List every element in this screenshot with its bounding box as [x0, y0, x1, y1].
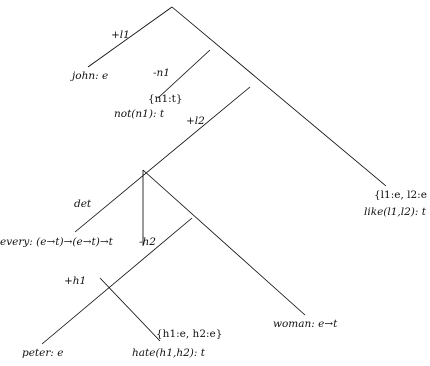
- edge-label-plus-h1: +h1: [64, 275, 87, 287]
- edge-label-minus-h2: -h2: [139, 236, 156, 248]
- edge-det-woman: [143, 170, 305, 315]
- leaf-like: like(l1,l2): t: [364, 206, 426, 218]
- leaf-john: john: e: [72, 70, 109, 82]
- tree-edges: [42, 7, 386, 344]
- leaf-every: every: (e→t)→(e→t)→t: [0, 236, 113, 248]
- leaf-woman: woman: e→t: [273, 318, 338, 330]
- edge-label-minus-n1: -n1: [153, 67, 170, 79]
- leaf-not: not(n1): t: [114, 108, 165, 120]
- edge-label-det: det: [74, 198, 92, 210]
- edge-label-plus-l2: +l2: [186, 115, 205, 127]
- leaf-hate: hate(h1,h2): t: [132, 347, 205, 359]
- leaf-hate-assumption: {h1:e, h2:e}: [156, 328, 223, 340]
- leaf-like-assumption: {l1:e, l2:e: [374, 189, 427, 201]
- edge-root-like: [172, 7, 386, 186]
- edge-h1-hate: [100, 278, 160, 341]
- edge-root-john: [88, 7, 172, 67]
- edge-label-plus-l1: +l1: [111, 29, 130, 41]
- leaf-peter: peter: e: [22, 347, 64, 359]
- leaf-not-assumption: {n1:t}: [148, 93, 183, 105]
